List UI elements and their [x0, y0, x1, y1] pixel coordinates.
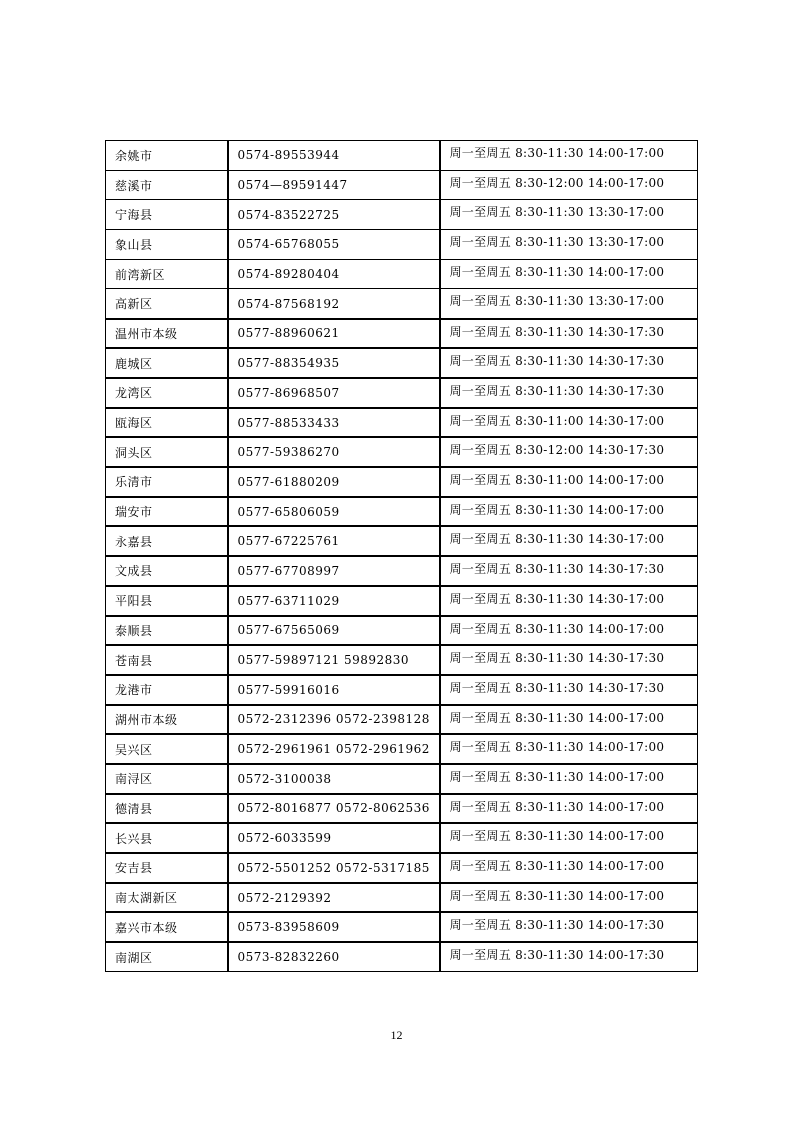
region-cell: 文成县	[106, 556, 228, 586]
hours-cell: 周一至周五 8:30-11:00 14:00-17:00	[440, 467, 698, 497]
region-cell: 南太湖新区	[106, 883, 228, 913]
phone-cell: 0577-63711029	[228, 586, 440, 616]
hours-cell: 周一至周五 8:30-11:30 14:30-17:30	[440, 319, 698, 349]
hours-cell: 周一至周五 8:30-11:30 14:30-17:30	[440, 348, 698, 378]
hours-cell: 周一至周五 8:30-11:30 14:30-17:00	[440, 526, 698, 556]
region-cell: 永嘉县	[106, 526, 228, 556]
phone-cell: 0577-88960621	[228, 319, 440, 349]
contact-table-body	[106, 141, 698, 972]
phone-cell: 0577-65806059	[228, 497, 440, 527]
table-row	[106, 734, 698, 764]
table-row	[106, 289, 698, 319]
phone-cell: 0573-82832260	[228, 942, 440, 972]
hours-cell: 周一至周五 8:30-12:00 14:00-17:00	[440, 170, 698, 200]
region-cell: 吴兴区	[106, 734, 228, 764]
phone-cell: 0574—89591447	[228, 170, 440, 200]
phone-cell: 0572-2312396 0572-2398128	[228, 705, 440, 735]
table-row	[106, 348, 698, 378]
hours-cell: 周一至周五 8:30-11:30 14:00-17:00	[440, 259, 698, 289]
phone-cell: 0572-3100038	[228, 764, 440, 794]
region-cell: 象山县	[106, 230, 228, 260]
region-cell: 安吉县	[106, 853, 228, 883]
region-cell: 洞头区	[106, 437, 228, 467]
table-row	[106, 675, 698, 705]
region-cell: 瑞安市	[106, 497, 228, 527]
table-row	[106, 883, 698, 913]
phone-cell: 0572-5501252 0572-5317185	[228, 853, 440, 883]
table-row	[106, 853, 698, 883]
phone-cell: 0577-67225761	[228, 526, 440, 556]
table-row	[106, 616, 698, 646]
table-row	[106, 259, 698, 289]
hours-cell: 周一至周五 8:30-11:30 14:00-17:00	[440, 616, 698, 646]
phone-cell: 0577-59916016	[228, 675, 440, 705]
phone-cell: 0577-59386270	[228, 437, 440, 467]
phone-cell: 0574-89280404	[228, 259, 440, 289]
table-row	[106, 794, 698, 824]
hours-cell: 周一至周五 8:30-11:30 14:00-17:00	[440, 497, 698, 527]
region-cell: 余姚市	[106, 141, 228, 171]
hours-cell: 周一至周五 8:30-11:30 14:00-17:00	[440, 823, 698, 853]
hours-cell: 周一至周五 8:30-11:30 14:00-17:00	[440, 141, 698, 171]
hours-cell: 周一至周五 8:30-11:30 14:00-17:00	[440, 853, 698, 883]
table-row	[106, 823, 698, 853]
region-cell: 高新区	[106, 289, 228, 319]
phone-cell: 0577-86968507	[228, 378, 440, 408]
region-cell: 瓯海区	[106, 408, 228, 438]
region-cell: 平阳县	[106, 586, 228, 616]
phone-cell: 0577-67708997	[228, 556, 440, 586]
hours-cell: 周一至周五 8:30-11:30 13:30-17:00	[440, 200, 698, 230]
table-row	[106, 942, 698, 972]
hours-cell: 周一至周五 8:30-11:30 14:30-17:30	[440, 675, 698, 705]
hours-cell: 周一至周五 8:30-11:30 14:00-17:00	[440, 883, 698, 913]
region-cell: 德清县	[106, 794, 228, 824]
region-cell: 龙湾区	[106, 378, 228, 408]
region-cell: 温州市本级	[106, 319, 228, 349]
phone-cell: 0573-83958609	[228, 912, 440, 942]
table-row	[106, 586, 698, 616]
phone-cell: 0577-88354935	[228, 348, 440, 378]
phone-cell: 0574-87568192	[228, 289, 440, 319]
region-cell: 苍南县	[106, 645, 228, 675]
hours-cell: 周一至周五 8:30-11:30 14:00-17:00	[440, 794, 698, 824]
table-row	[106, 912, 698, 942]
phone-cell: 0577-59897121 59892830	[228, 645, 440, 675]
table-row	[106, 437, 698, 467]
table-row	[106, 467, 698, 497]
hours-cell: 周一至周五 8:30-11:30 14:00-17:00	[440, 764, 698, 794]
hours-cell: 周一至周五 8:30-11:30 13:30-17:00	[440, 289, 698, 319]
region-cell: 前湾新区	[106, 259, 228, 289]
hours-cell: 周一至周五 8:30-11:30 14:30-17:30	[440, 556, 698, 586]
hours-cell: 周一至周五 8:30-11:30 14:30-17:30	[440, 378, 698, 408]
page-number: 12	[390, 1028, 403, 1042]
table-row	[106, 319, 698, 349]
table-row	[106, 230, 698, 260]
contact-table	[105, 140, 698, 972]
table-row	[106, 764, 698, 794]
hours-cell: 周一至周五 8:30-11:30 14:30-17:00	[440, 586, 698, 616]
region-cell: 宁海县	[106, 200, 228, 230]
hours-cell: 周一至周五 8:30-11:30 14:00-17:00	[440, 734, 698, 764]
table-row	[106, 170, 698, 200]
phone-cell: 0574-83522725	[228, 200, 440, 230]
hours-cell: 周一至周五 8:30-11:30 14:00-17:30	[440, 912, 698, 942]
table-row	[106, 141, 698, 171]
region-cell: 南浔区	[106, 764, 228, 794]
table-row	[106, 497, 698, 527]
region-cell: 龙港市	[106, 675, 228, 705]
table-row	[106, 378, 698, 408]
region-cell: 长兴县	[106, 823, 228, 853]
hours-cell: 周一至周五 8:30-11:00 14:30-17:00	[440, 408, 698, 438]
hours-cell: 周一至周五 8:30-11:30 13:30-17:00	[440, 230, 698, 260]
region-cell: 嘉兴市本级	[106, 912, 228, 942]
hours-cell: 周一至周五 8:30-12:00 14:30-17:30	[440, 437, 698, 467]
hours-cell: 周一至周五 8:30-11:30 14:30-17:30	[440, 645, 698, 675]
phone-cell: 0572-2961961 0572-2961962	[228, 734, 440, 764]
phone-cell: 0574-65768055	[228, 230, 440, 260]
region-cell: 慈溪市	[106, 170, 228, 200]
table-row	[106, 408, 698, 438]
region-cell: 鹿城区	[106, 348, 228, 378]
region-cell: 乐清市	[106, 467, 228, 497]
phone-cell: 0577-88533433	[228, 408, 440, 438]
table-row	[106, 200, 698, 230]
table-row	[106, 705, 698, 735]
table-row	[106, 526, 698, 556]
hours-cell: 周一至周五 8:30-11:30 14:00-17:30	[440, 942, 698, 972]
phone-cell: 0577-61880209	[228, 467, 440, 497]
region-cell: 南湖区	[106, 942, 228, 972]
hours-cell: 周一至周五 8:30-11:30 14:00-17:00	[440, 705, 698, 735]
phone-cell: 0572-8016877 0572-8062536	[228, 794, 440, 824]
table-row	[106, 645, 698, 675]
phone-cell: 0577-67565069	[228, 616, 440, 646]
phone-cell: 0572-6033599	[228, 823, 440, 853]
region-cell: 泰顺县	[106, 616, 228, 646]
table-row	[106, 556, 698, 586]
region-cell: 湖州市本级	[106, 705, 228, 735]
phone-cell: 0574-89553944	[228, 141, 440, 171]
phone-cell: 0572-2129392	[228, 883, 440, 913]
